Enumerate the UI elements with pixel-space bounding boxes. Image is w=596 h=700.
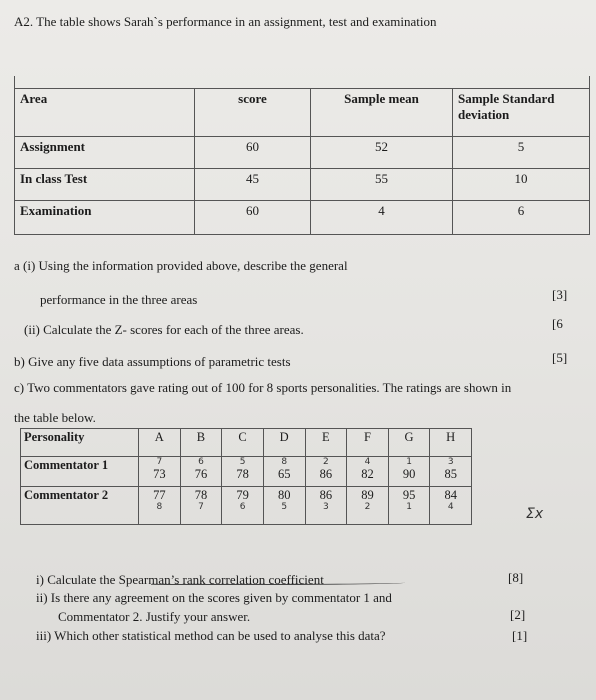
handwritten-rank: 8	[156, 502, 163, 512]
subquestion-ii-marks: [2]	[510, 607, 526, 622]
rating-value: 82	[361, 467, 374, 481]
question-a-ii-marks: [6	[552, 316, 563, 331]
handwritten-rank: 5	[239, 457, 246, 467]
ratings-header-row	[21, 429, 472, 457]
letter-cell: D	[263, 429, 305, 457]
rating-cell	[388, 457, 430, 487]
handwritten-rank: 8	[281, 457, 288, 467]
page-title: A2. The table shows Sarah`s performance in an assignment, test and examination	[14, 14, 437, 29]
handwritten-rank: 4	[447, 502, 454, 512]
sd-cell: 10	[453, 168, 590, 200]
score-cell: 60	[195, 200, 311, 234]
handwritten-rank: 7	[156, 457, 163, 467]
question-c-line1: c) Two commentators gave rating out of 100 for 8 sports personalities. The ratings are shown in	[14, 380, 512, 395]
rating-value: 89	[361, 488, 374, 502]
rating-cell	[139, 457, 181, 487]
handwritten-rank: 5	[281, 502, 288, 512]
rating-cell	[305, 457, 347, 487]
table-header-row	[15, 88, 590, 136]
sd-cell: 6	[453, 200, 590, 234]
rating-cell	[263, 487, 305, 525]
question-a-i-marks: [3]	[552, 287, 568, 302]
score-cell: 45	[195, 168, 311, 200]
handwritten-rank: 3	[322, 502, 329, 512]
question-b: b) Give any five data assumptions of parametric tests	[14, 354, 291, 369]
handwritten-note: Σx	[526, 506, 544, 522]
handwritten-rank: 6	[239, 502, 246, 512]
handwritten-rank: 4	[364, 457, 371, 467]
rating-cell	[222, 487, 264, 525]
rating-value: 79	[236, 488, 249, 502]
table-spacer-row	[15, 76, 590, 88]
rating-cell	[347, 487, 389, 525]
letter-cell: F	[347, 429, 389, 457]
rating-value: 78	[236, 467, 249, 481]
commentator-2-row	[21, 487, 472, 525]
question-a-ii: (ii) Calculate the Z- scores for each of the three areas.	[24, 322, 304, 337]
rating-value: 86	[319, 467, 333, 481]
rating-cell	[430, 457, 472, 487]
rating-value: 95	[402, 488, 416, 502]
rating-cell	[222, 457, 264, 487]
rating-cell	[347, 457, 389, 487]
subquestion-ii-line1: ii) Is there any agreement on the scores given by commentator 1 and	[36, 590, 392, 605]
rating-value: 78	[194, 488, 208, 502]
mean-cell: 55	[311, 168, 453, 200]
rating-cell	[263, 457, 305, 487]
area-cell: Assignment	[15, 136, 195, 168]
handwritten-rank: 2	[322, 457, 329, 467]
letter-cell: A	[139, 429, 181, 457]
sd-cell: 5	[453, 136, 590, 168]
header-score: score	[195, 88, 311, 136]
area-cell: In class Test	[15, 168, 195, 200]
commentator-1-label: Commentator 1	[21, 457, 139, 487]
question-a-i-line2: performance in the three areas	[40, 292, 198, 307]
question-c-line2: the table below.	[14, 410, 96, 425]
rating-value: 65	[277, 467, 291, 481]
rating-value: 76	[194, 467, 208, 481]
question-a-i-line1: a (i) Using the information provided above, describe the general	[14, 258, 348, 273]
letter-cell: H	[430, 429, 472, 457]
handwritten-rank: 2	[364, 502, 371, 512]
rating-cell	[305, 487, 347, 525]
commentator-2-label: Commentator 2	[21, 487, 139, 525]
table-row	[15, 200, 590, 234]
letter-cell: E	[305, 429, 347, 457]
rating-value: 73	[153, 467, 166, 481]
letter-cell: B	[180, 429, 222, 457]
rating-cell	[139, 487, 181, 525]
rating-value: 90	[402, 467, 416, 481]
header-sample-sd: Sample Standard deviation	[453, 88, 590, 136]
letter-cell: C	[222, 429, 264, 457]
rating-value: 77	[153, 488, 166, 502]
rating-cell	[180, 487, 222, 525]
rating-value: 80	[277, 488, 291, 502]
rating-value: 84	[444, 488, 457, 502]
header-area: Area	[15, 88, 195, 136]
question-b-marks: [5]	[552, 350, 568, 365]
subquestion-i: i) Calculate the Spearman’s rank correlation coefficient	[36, 572, 324, 587]
handwritten-rank: 3	[447, 457, 454, 467]
rating-cell	[388, 487, 430, 525]
header-sample-mean: Sample mean	[311, 88, 453, 136]
score-cell: 60	[195, 136, 311, 168]
performance-table	[14, 76, 590, 235]
subquestion-iii: iii) Which other statistical method can be used to analyse this data?	[36, 628, 386, 643]
handwritten-rank: 1	[406, 457, 412, 467]
area-cell: Examination	[15, 200, 195, 234]
table-row	[15, 136, 590, 168]
rating-value: 85	[444, 467, 457, 481]
subquestion-i-marks: [8]	[508, 570, 524, 585]
personality-label: Personality	[21, 429, 139, 457]
rating-cell	[180, 457, 222, 487]
subquestion-iii-marks: [1]	[512, 628, 528, 643]
handwritten-rank: 7	[198, 502, 204, 512]
handwritten-rank: 6	[198, 457, 204, 467]
rating-value: 86	[319, 488, 333, 502]
commentator-1-row	[21, 457, 472, 487]
rating-cell	[430, 487, 472, 525]
mean-cell: 4	[311, 200, 453, 234]
table-row	[15, 168, 590, 200]
ratings-table	[20, 428, 472, 525]
letter-cell: G	[388, 429, 430, 457]
mean-cell: 52	[311, 136, 453, 168]
subquestion-ii-line2: Commentator 2. Justify your answer.	[58, 609, 251, 624]
handwritten-rank: 1	[406, 502, 412, 512]
